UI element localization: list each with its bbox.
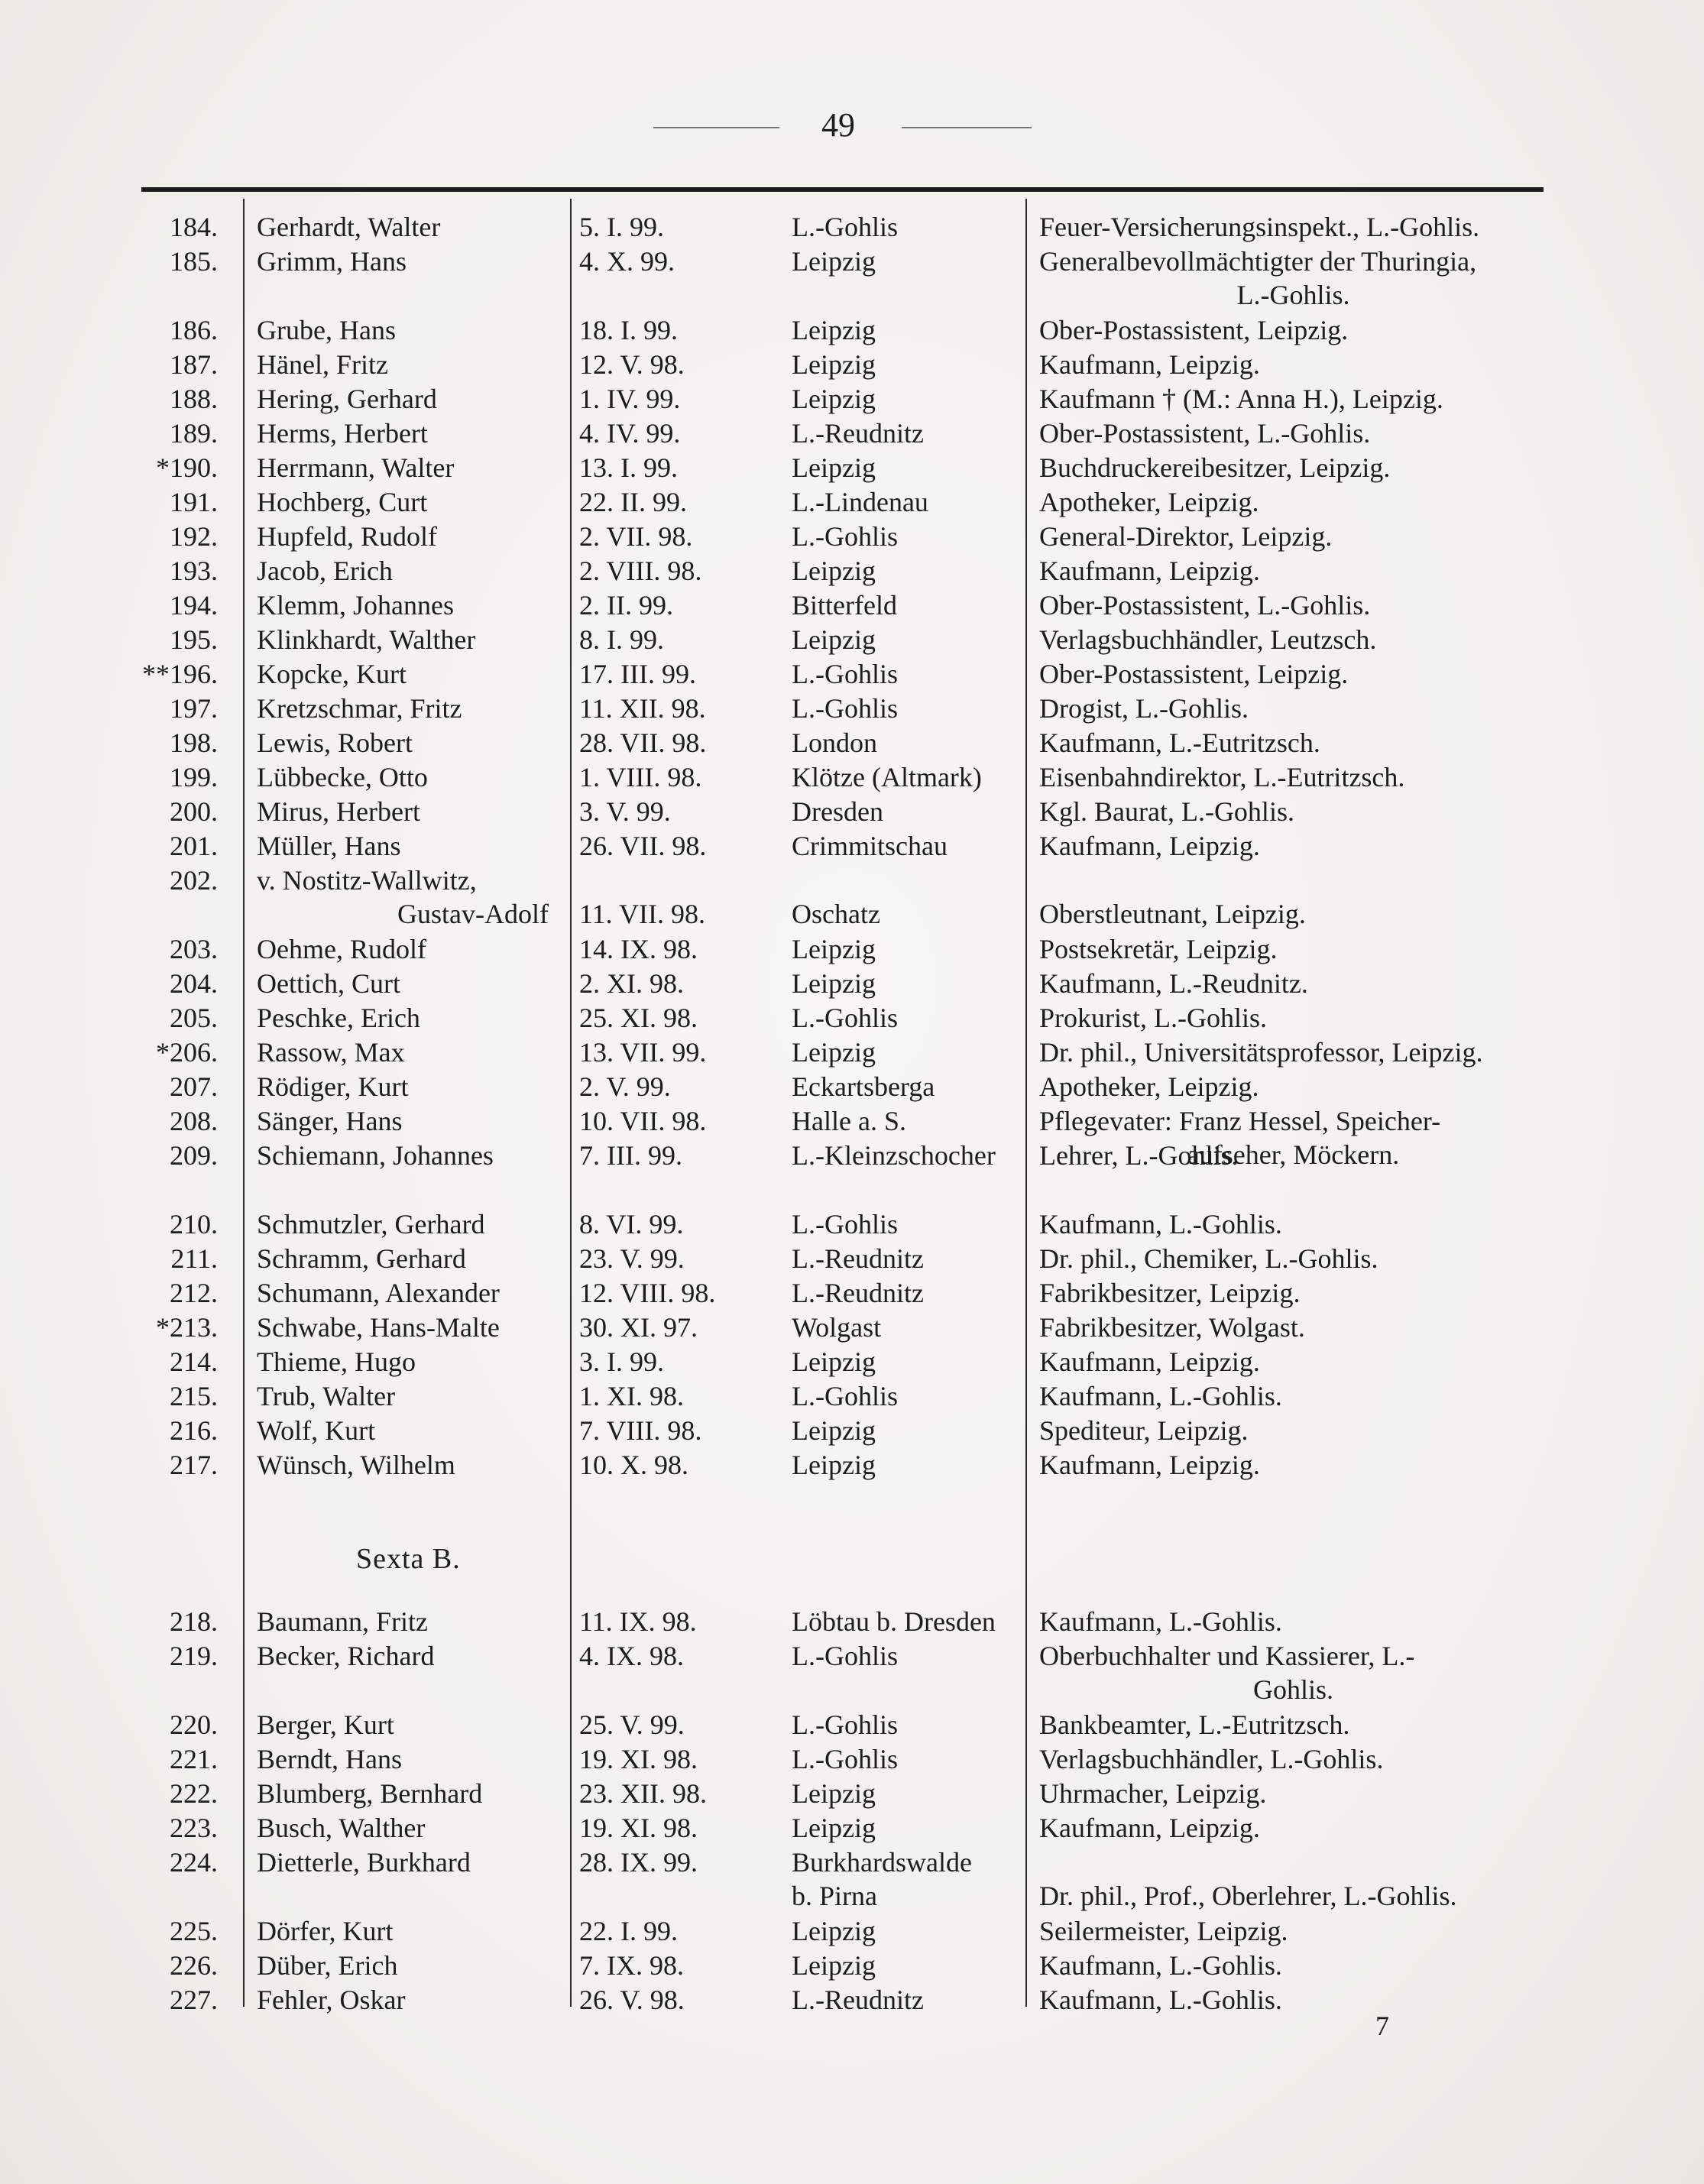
entry-name: Hupfeld, Rudolf [257, 521, 437, 552]
entry-parent-occupation: Verlagsbuchhändler, Leutzsch. [1039, 624, 1377, 655]
entry-number: 193. [170, 556, 218, 586]
entry-birth-date: 19. XI. 98. [579, 1744, 698, 1774]
entry-birthplace: L.-Gohlis [792, 1709, 898, 1740]
entry-name: Schumann, Alexander [257, 1278, 500, 1308]
entry-name: Rödiger, Kurt [257, 1071, 409, 1102]
entry-name: Rassow, Max [257, 1037, 405, 1068]
entry-name: Sänger, Hans [257, 1106, 403, 1136]
entry-birth-date: 13. I. 99. [579, 452, 678, 483]
entry-birthplace: L.-Reudnitz [792, 1243, 924, 1274]
entry-number: 200. [170, 796, 218, 827]
entry-birthplace: Oschatz [792, 899, 880, 929]
entry-birth-date: 2. XI. 98. [579, 968, 684, 999]
entry-number: 218. [170, 1606, 218, 1637]
entry-number: 202. [170, 865, 218, 896]
entry-name: Jacob, Erich [257, 556, 393, 586]
entry-name: Hochberg, Curt [257, 487, 428, 517]
entry-birth-date: 5. I. 99. [579, 212, 664, 242]
entry-parent-occupation: Verlagsbuchhändler, L.-Gohlis. [1039, 1744, 1384, 1774]
entry-number: 224. [170, 1847, 218, 1878]
entry-name: Kopcke, Kurt [257, 659, 407, 689]
entry-name: Berndt, Hans [257, 1744, 402, 1774]
entry-parent-occupation: Oberstleutnant, Leipzig. [1039, 899, 1306, 929]
entry-birthplace: Leipzig [792, 349, 876, 380]
entry-parent-occupation: Kaufmann, Leipzig. [1039, 1450, 1260, 1480]
entry-parent-occupation: Apotheker, Leipzig. [1039, 487, 1259, 517]
entry-number: 225. [170, 1916, 218, 1946]
entry-number: 184. [170, 212, 218, 242]
entry-name: Gerhardt, Walter [257, 212, 441, 242]
entry-name: Peschke, Erich [257, 1003, 420, 1033]
entry-number: 192. [170, 521, 218, 552]
entry-parent-occupation: Kaufmann, Leipzig. [1039, 831, 1260, 861]
entry-parent-occupation: Kaufmann, Leipzig. [1039, 1813, 1260, 1843]
entry-parent-occupation: Kaufmann † (M.: Anna H.), Leipzig. [1039, 384, 1443, 414]
entry-birthplace: Leipzig [792, 384, 876, 414]
entry-parent-occupation: Generalbevollmächtigter der Thuringia, [1039, 246, 1477, 277]
entry-number: 185. [170, 246, 218, 277]
entry-birthplace: Bitterfeld [792, 590, 897, 621]
entry-name: Dörfer, Kurt [257, 1916, 394, 1946]
entry-birth-date: 2. II. 99. [579, 590, 673, 621]
entry-number: 207. [170, 1071, 218, 1102]
entry-name: Baumann, Fritz [257, 1606, 428, 1637]
entry-birth-date: 26. V. 98. [579, 1985, 685, 2015]
entry-parent-occupation-continued: Gohlis. [1252, 1674, 1333, 1705]
entry-number: 211. [170, 1243, 218, 1274]
section-heading: Sexta B. [356, 1543, 461, 1575]
entry-birth-date: 8. I. 99. [579, 624, 664, 655]
entry-number: 217. [170, 1450, 218, 1480]
entry-birth-date: 26. VII. 98. [579, 831, 707, 861]
entry-number: **196. [142, 659, 218, 689]
entry-parent-occupation: Apotheker, Leipzig. [1039, 1071, 1259, 1102]
entry-number: 223. [170, 1813, 218, 1843]
entry-number: 214. [170, 1346, 218, 1377]
entry-name: Becker, Richard [257, 1641, 435, 1671]
entry-birth-date: 30. XI. 97. [579, 1312, 698, 1343]
entry-birthplace: L.-Gohlis [792, 693, 898, 724]
entry-birth-date: 25. V. 99. [579, 1709, 685, 1740]
entry-parent-occupation: Uhrmacher, Leipzig. [1039, 1778, 1267, 1809]
entry-number: 191. [170, 487, 218, 517]
entry-birth-date: 1. VIII. 98. [579, 762, 702, 792]
entry-birth-date: 14. IX. 98. [579, 934, 698, 964]
entry-parent-occupation: Prokurist, L.-Gohlis. [1039, 1003, 1268, 1033]
entry-birth-date: 8. VI. 99. [579, 1209, 684, 1239]
entry-birth-date: 4. X. 99. [579, 246, 675, 277]
entry-number: 226. [170, 1950, 218, 1981]
entry-name: Herrmann, Walter [257, 452, 455, 483]
entry-birthplace: Eckartsberga [792, 1071, 935, 1102]
entry-name: Dietterle, Burkhard [257, 1847, 471, 1878]
entry-birth-date: 2. VIII. 98. [579, 556, 702, 586]
entry-number: 187. [170, 349, 218, 380]
entry-birthplace: L.-Kleinzschocher [792, 1140, 996, 1171]
entry-parent-occupation: Kaufmann, L.-Reudnitz. [1039, 968, 1308, 999]
entry-birth-date: 28. IX. 99. [579, 1847, 698, 1878]
entry-name: Oettich, Curt [257, 968, 400, 999]
entry-parent-occupation: Ober-Postassistent, Leipzig. [1039, 315, 1349, 345]
entry-birthplace: Leipzig [792, 556, 876, 586]
entry-number: *213. [156, 1312, 218, 1343]
entry-number: 194. [170, 590, 218, 621]
entry-birthplace: London [792, 727, 877, 758]
entry-number: *190. [156, 452, 218, 483]
entry-birthplace: Crimmitschau [792, 831, 948, 861]
entry-number: 215. [170, 1381, 218, 1411]
entry-birthplace: Dresden [792, 796, 883, 827]
entry-name: Mirus, Herbert [257, 796, 420, 827]
entry-birthplace: Leipzig [792, 624, 876, 655]
entry-number: 220. [170, 1709, 218, 1740]
entry-parent-occupation: Dr. phil., Chemiker, L.-Gohlis. [1039, 1243, 1378, 1274]
entry-parent-occupation: Drogist, L.-Gohlis. [1039, 693, 1249, 724]
entry-birth-date: 11. IX. 98. [579, 1606, 697, 1637]
entry-name: Herms, Herbert [257, 418, 428, 449]
entry-parent-occupation: Fabrikbesitzer, Leipzig. [1039, 1278, 1301, 1308]
entry-number: 209. [170, 1140, 218, 1171]
entry-birthplace: Wolgast [792, 1312, 882, 1343]
entry-birth-date: 22. II. 99. [579, 487, 687, 517]
entry-birthplace: Halle a. S. [792, 1106, 906, 1136]
entry-birthplace: L.-Reudnitz [792, 1278, 924, 1308]
entry-birth-date: 4. IV. 99. [579, 418, 681, 449]
entry-birth-date: 11. XII. 98. [579, 693, 706, 724]
entry-birth-date: 1. IV. 99. [579, 384, 681, 414]
entry-birth-date: 11. VII. 98. [579, 899, 705, 929]
entry-parent-occupation: Eisenbahndirektor, L.-Eutritzsch. [1039, 762, 1405, 792]
entry-birth-date: 13. VII. 99. [579, 1037, 707, 1068]
entry-parent-occupation: Kaufmann, Leipzig. [1039, 556, 1260, 586]
entry-birthplace: L.-Gohlis [792, 1744, 898, 1774]
entry-name: Blumberg, Bernhard [257, 1778, 483, 1809]
entry-birth-date: 28. VII. 98. [579, 727, 707, 758]
entry-birthplace: L.-Gohlis [792, 1641, 898, 1671]
entry-parent-occupation-continued: aufseher, Möckern. [1187, 1139, 1400, 1170]
entry-number: 203. [170, 934, 218, 964]
entry-name: Klemm, Johannes [257, 590, 454, 621]
entry-number: 210. [170, 1209, 218, 1239]
entry-birth-date: 7. III. 99. [579, 1140, 682, 1171]
entry-parent-occupation: Seilermeister, Leipzig. [1039, 1916, 1288, 1946]
entry-parent-occupation: Dr. phil., Universitätsprofessor, Leipzig. [1039, 1037, 1483, 1068]
entry-parent-occupation: Kaufmann, L.-Gohlis. [1039, 1381, 1282, 1411]
entry-birthplace: Leipzig [792, 1415, 876, 1446]
entry-birthplace: Leipzig [792, 1813, 876, 1843]
entry-birth-date: 23. V. 99. [579, 1243, 685, 1274]
entry-birth-date: 12. V. 98. [579, 349, 685, 380]
entry-name: Fehler, Oskar [257, 1985, 406, 2015]
signature-mark: 7 [1375, 2011, 1389, 2041]
entry-name: Hänel, Fritz [257, 349, 388, 380]
entry-name: Kretzschmar, Fritz [257, 693, 462, 724]
entry-name: Busch, Walther [257, 1813, 426, 1843]
entry-birthplace: Leipzig [792, 315, 876, 345]
entry-birth-date: 22. I. 99. [579, 1916, 678, 1946]
entry-birthplace: Leipzig [792, 1346, 876, 1377]
entry-name: Wünsch, Wilhelm [257, 1450, 455, 1480]
entry-name: Oehme, Rudolf [257, 934, 426, 964]
entry-birthplace: Leipzig [792, 452, 876, 483]
entry-birthplace: L.-Reudnitz [792, 418, 924, 449]
entry-parent-occupation: Kgl. Baurat, L.-Gohlis. [1039, 796, 1294, 827]
entry-birth-date: 4. IX. 98. [579, 1641, 684, 1671]
entry-name: Düber, Erich [257, 1950, 398, 1981]
entry-number: 197. [170, 693, 218, 724]
entry-birthplace: Leipzig [792, 1778, 876, 1809]
entry-parent-occupation: Kaufmann, L.-Gohlis. [1039, 1985, 1282, 2015]
entry-number: 199. [170, 762, 218, 792]
entry-birthplace: L.-Gohlis [792, 1003, 898, 1033]
entry-birth-date: 17. III. 99. [579, 659, 696, 689]
entry-number: 212. [170, 1278, 218, 1308]
entry-parent-occupation-continued: L.-Gohlis. [1236, 280, 1350, 310]
entry-number: 189. [170, 418, 218, 449]
entry-parent-occupation: Ober-Postassistent, L.-Gohlis. [1039, 590, 1371, 621]
entry-number: 204. [170, 968, 218, 999]
entry-name: Lewis, Robert [257, 727, 413, 758]
entry-birth-date: 23. XII. 98. [579, 1778, 707, 1809]
entry-parent-occupation: Postsekretär, Leipzig. [1039, 934, 1278, 964]
entry-birthplace: Leipzig [792, 1950, 876, 1981]
entry-number: 198. [170, 727, 218, 758]
entry-birthplace: Leipzig [792, 246, 876, 277]
entry-number: 205. [170, 1003, 218, 1033]
entry-parent-occupation: Buchdruckereibesitzer, Leipzig. [1039, 452, 1391, 483]
entry-number: 195. [170, 624, 218, 655]
entry-name: Hering, Gerhard [257, 384, 437, 414]
entry-birth-date: 25. XI. 98. [579, 1003, 698, 1033]
entry-number: 208. [170, 1106, 218, 1136]
entry-parent-occupation: Oberbuchhalter und Kassierer, L.- [1039, 1641, 1415, 1671]
entry-parent-occupation: Dr. phil., Prof., Oberlehrer, L.-Gohlis. [1039, 1881, 1457, 1911]
entry-parent-occupation: Ober-Postassistent, Leipzig. [1039, 659, 1349, 689]
entry-name: Schramm, Gerhard [257, 1243, 466, 1274]
entry-name: Grimm, Hans [257, 246, 407, 277]
entry-parent-occupation: Kaufmann, L.-Gohlis. [1039, 1209, 1282, 1239]
entry-name: Trub, Walter [257, 1381, 396, 1411]
entry-birthplace: L.-Gohlis [792, 659, 898, 689]
entry-birthplace: L.-Reudnitz [792, 1985, 924, 2015]
entry-name: Schiemann, Johannes [257, 1140, 494, 1171]
entry-name: Klinkhardt, Walther [257, 624, 476, 655]
entry-birthplace: L.-Gohlis [792, 212, 898, 242]
entry-number: 186. [170, 315, 218, 345]
entry-parent-occupation: Spediteur, Leipzig. [1039, 1415, 1249, 1446]
entry-parent-occupation: Lehrer, L.-Gohlis. [1039, 1140, 1239, 1171]
entry-name: Schwabe, Hans-Malte [257, 1312, 500, 1343]
entry-birthplace-continued: b. Pirna [792, 1881, 877, 1911]
entry-name: Thieme, Hugo [257, 1346, 416, 1377]
entry-birth-date: 10. X. 98. [579, 1450, 688, 1480]
entry-birthplace: L.-Gohlis [792, 1381, 898, 1411]
entry-birth-date: 1. XI. 98. [579, 1381, 684, 1411]
entry-birthplace: Leipzig [792, 1916, 876, 1946]
entry-birth-date: 7. IX. 98. [579, 1950, 684, 1981]
entry-parent-occupation: Bankbeamter, L.-Eutritzsch. [1039, 1709, 1350, 1740]
entry-parent-occupation: Feuer-Versicherungsinspekt., L.-Gohlis. [1039, 212, 1480, 242]
entry-parent-occupation: General-Direktor, Leipzig. [1039, 521, 1333, 552]
entry-birthplace: Löbtau b. Dresden [792, 1606, 996, 1637]
entry-name: v. Nostitz-Wallwitz, [257, 865, 477, 896]
entry-number: 222. [170, 1778, 218, 1809]
entry-parent-occupation: Ober-Postassistent, L.-Gohlis. [1039, 418, 1371, 449]
entry-birth-date: 3. I. 99. [579, 1346, 664, 1377]
entry-birthplace: L.-Gohlis [792, 521, 898, 552]
entry-name: Schmutzler, Gerhard [257, 1209, 485, 1239]
entry-name: Lübbecke, Otto [257, 762, 428, 792]
entry-parent-occupation: Fabrikbesitzer, Wolgast. [1039, 1312, 1305, 1343]
entry-birthplace: Klötze (Altmark) [792, 762, 982, 792]
entry-number: 216. [170, 1415, 218, 1446]
entry-number: *206. [156, 1037, 218, 1068]
entry-parent-occupation: Kaufmann, L.-Eutritzsch. [1039, 727, 1320, 758]
entry-parent-occupation: Kaufmann, L.-Gohlis. [1039, 1950, 1282, 1981]
entry-birthplace: Leipzig [792, 1037, 876, 1068]
page-number: 49 [821, 106, 855, 144]
entry-birthplace: Leipzig [792, 934, 876, 964]
entry-name: Wolf, Kurt [257, 1415, 376, 1446]
entry-parent-occupation: Kaufmann, Leipzig. [1039, 1346, 1260, 1377]
entry-number: 227. [170, 1985, 218, 2015]
entry-name: Berger, Kurt [257, 1709, 394, 1740]
entry-birthplace: L.-Gohlis [792, 1209, 898, 1239]
entry-birthplace: Leipzig [792, 1450, 876, 1480]
entry-name-continued: Gustav-Adolf [397, 899, 549, 929]
entry-birth-date: 18. I. 99. [579, 315, 678, 345]
entry-birth-date: 7. VIII. 98. [579, 1415, 702, 1446]
entry-parent-occupation: Pflegevater: Franz Hessel, Speicher- [1039, 1106, 1441, 1136]
entry-name: Müller, Hans [257, 831, 401, 861]
entry-birth-date: 2. V. 99. [579, 1071, 671, 1102]
entry-birthplace: L.-Lindenau [792, 487, 928, 517]
entry-birth-date: 2. VII. 98. [579, 521, 693, 552]
entry-number: 221. [170, 1744, 218, 1774]
entry-birthplace: Leipzig [792, 968, 876, 999]
entry-number: 219. [170, 1641, 218, 1671]
entry-name: Grube, Hans [257, 315, 396, 345]
entry-number: 188. [170, 384, 218, 414]
entry-birth-date: 3. V. 99. [579, 796, 671, 827]
entry-parent-occupation: Kaufmann, L.-Gohlis. [1039, 1606, 1282, 1637]
entry-birthplace: Burkhardswalde [792, 1847, 972, 1878]
entry-birth-date: 19. XI. 98. [579, 1813, 698, 1843]
entry-number: 201. [170, 831, 218, 861]
entry-birth-date: 10. VII. 98. [579, 1106, 707, 1136]
entry-birth-date: 12. VIII. 98. [579, 1278, 716, 1308]
entry-parent-occupation: Kaufmann, Leipzig. [1039, 349, 1260, 380]
